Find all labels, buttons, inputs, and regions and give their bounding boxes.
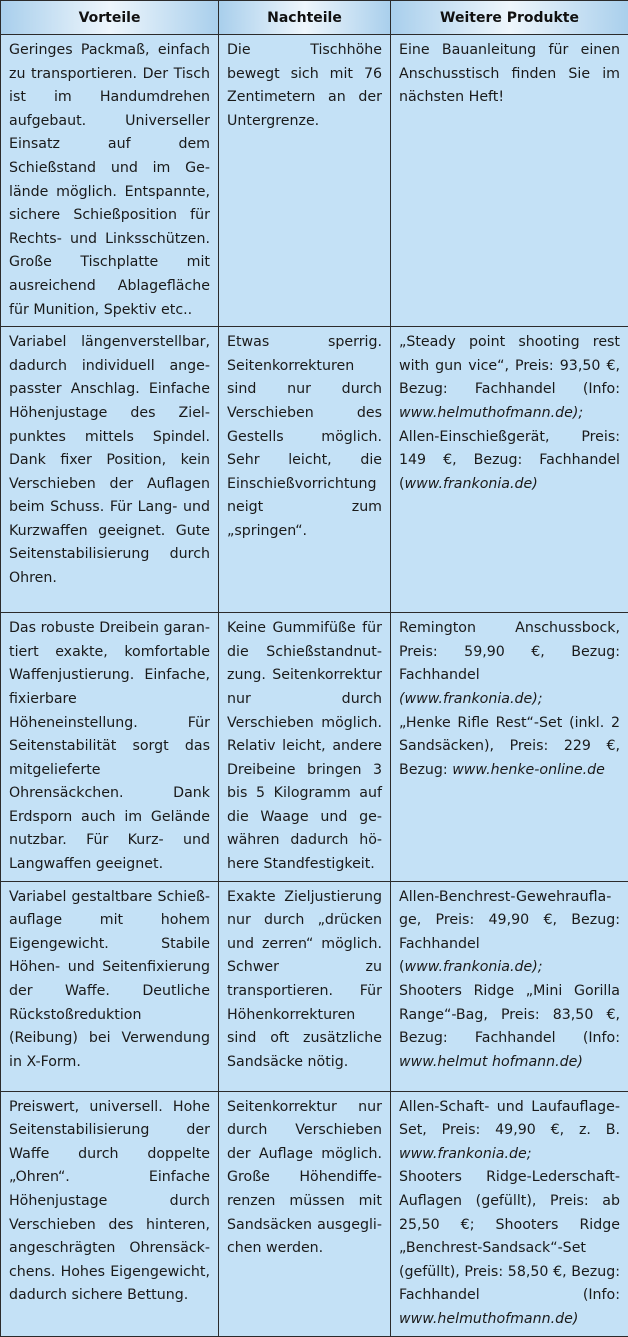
product-link: www.frankonia.de; [399, 1146, 531, 1162]
cell-vorteile: Das robuste Dreibein garantiert exakte, komfortable Waffenjustierung. Einfache, fixierbare Höheneinstellung. Für Seitenstabilität sorgt das mitgelieferte Ohrensäckchen. Dank Erdsporn auch im Gelände nutzbar. Für Kurz- und Langwaffen geeignet. [1, 613, 219, 882]
product-entry: „Henke Rifle Rest“-Set (inkl. 2 Sandsäcken), Preis: 229 €, Bezug: www.henke-online.de [399, 712, 620, 783]
product-entry: Remington Anschussbock, Preis: 59,90 €, Bezug: Fachhandel (www.frankonia.de); [399, 617, 620, 711]
cell-nachteile: Exakte Zieljustierung nur durch „drücken und zerren“ möglich. Schwer zu transportieren. Für Höhenkorrekturen sind oft zusätzliche Sandsäcke nötig. [219, 881, 391, 1091]
cell-produkte [391, 613, 628, 882]
cell-vorteile: Variabel gestaltbare Schießauflage mit hohem Eigengewicht. Stabile Höhen- und Seitenfixierung der Waffe. Deutliche Rückstoßreduktion (Reibung) bei Verwendung in X-Form. [1, 881, 219, 1091]
header-nachteile: Nachteile [219, 1, 391, 35]
product-link: www.frankonia.de) [405, 476, 538, 492]
cell-vorteile: Preiswert, universell. Hohe Seitenstabilisierung der Waffe durch doppelte „Ohren“. Einfache Höhenjustage durch Verschieben des hinteren, angeschrägten Ohrensäckchens. Hohes Eigengewicht, dadurch sichere Bettung. [1, 1091, 219, 1336]
product-entry: Allen-Benchrest-Gewehrauflage, Preis: 49,90 €, Bezug: Fachhandel (www.frankonia.de); [399, 886, 620, 980]
product-link: (www.frankonia.de); [399, 691, 543, 707]
product-entry: Shooters Ridge „Mini Gorilla Range“-Bag, Preis: 83,50 €, Bezug: Fachhandel (Info: www.helmut hofmann.de) [399, 980, 620, 1074]
product-link: www.henke-online.de [452, 762, 605, 778]
table-row [1, 327, 628, 613]
product-entry: „Steady point shooting rest with gun vice“, Preis: 93,50 €, Bezug: Fachhandel (Info: www.helmuthofmann.de); [399, 331, 620, 425]
cell-nachteile: Keine Gummifüße für die Schießstandnutzung. Seitenkorrektur nur durch Verschieben möglich. Relativ leicht, andere Dreibeine bringen 3 bis 5 Kilogramm auf die Waage und gewähren dadurch höhere Standfestigkeit. [219, 613, 391, 882]
cell-nachteile: Seitenkorrektur nur durch Verschieben der Auflage möglich. Große Höhendifferenzen müssen mit Sandsäcken ausgeglichen werden. [219, 1091, 391, 1336]
header-weitere-produkte: Weitere Produkte [391, 1, 628, 35]
header-vorteile: Vorteile [1, 1, 219, 35]
cell-vorteile: Variabel längenverstellbar, dadurch individuell angepasster Anschlag. Einfache Höhenjustage des Zielpunktes mittels Spindel. Dank fixer Position, kein Verschieben der Auflagen beim Schuss. Für Lang- und Kurzwaffen geeignet. Gute Seitenstabilisierung durch Ohren. [1, 327, 219, 613]
product-entry: Shooters Ridge-Lederschaft-Auflagen (gefüllt), Preis: ab 25,50 €; Shooters Ridge „Benchrest-Sandsack“-Set (gefüllt), Preis: 58,50 €, Bezug: Fachhandel (Info: www.helmuthofmann.de) [399, 1166, 620, 1331]
product-link: www.helmut hofmann.de) [399, 1054, 583, 1070]
cell-nachteile: Die Tischhöhe bewegt sich mit 76 Zentimetern an der Untergrenze. [219, 35, 391, 327]
cell-produkte [391, 881, 628, 1091]
product-link: www.helmuthofmann.de) [399, 1311, 578, 1327]
cell-produkte [391, 1091, 628, 1336]
cell-vorteile: Geringes Packmaß, einfach zu transportieren. Der Tisch ist im Handumdrehen aufgebaut. Universeller Einsatz auf dem Schießstand und im Gelände möglich. Entspannte, sichere Schießposition für Rechts- und Linksschützen. Große Tischplatte mit ausreichend Ablagefläche für Munition, Spektiv etc.. [1, 35, 219, 327]
header-row [1, 1, 628, 35]
product-entry: Allen-Schaft- und Laufauflage-Set, Preis: 49,90 €, z. B. www.frankonia.de; [399, 1096, 620, 1167]
product-link: www.helmuthofmann.de); [399, 405, 583, 421]
table-row [1, 1091, 628, 1336]
table-row [1, 35, 628, 327]
cell-produkte [391, 327, 628, 613]
product-link: www.frankonia.de); [405, 959, 543, 975]
cell-nachteile: Etwas sperrig. Seitenkorrekturen sind nur durch Verschieben des Gestells möglich. Sehr leicht, die Einschießvorrichtung neigt zum „springen“. [219, 327, 391, 613]
product-entry: Allen-Einschießgerät, Preis: 149 €, Bezug: Fachhandel (www.frankonia.de) [399, 426, 620, 497]
table-row [1, 613, 628, 882]
table-row [1, 881, 628, 1091]
cell-produkte [391, 35, 628, 327]
product-entry: Eine Bauanleitung für einen Anschusstisch finden Sie im nächsten Heft! [399, 39, 620, 110]
